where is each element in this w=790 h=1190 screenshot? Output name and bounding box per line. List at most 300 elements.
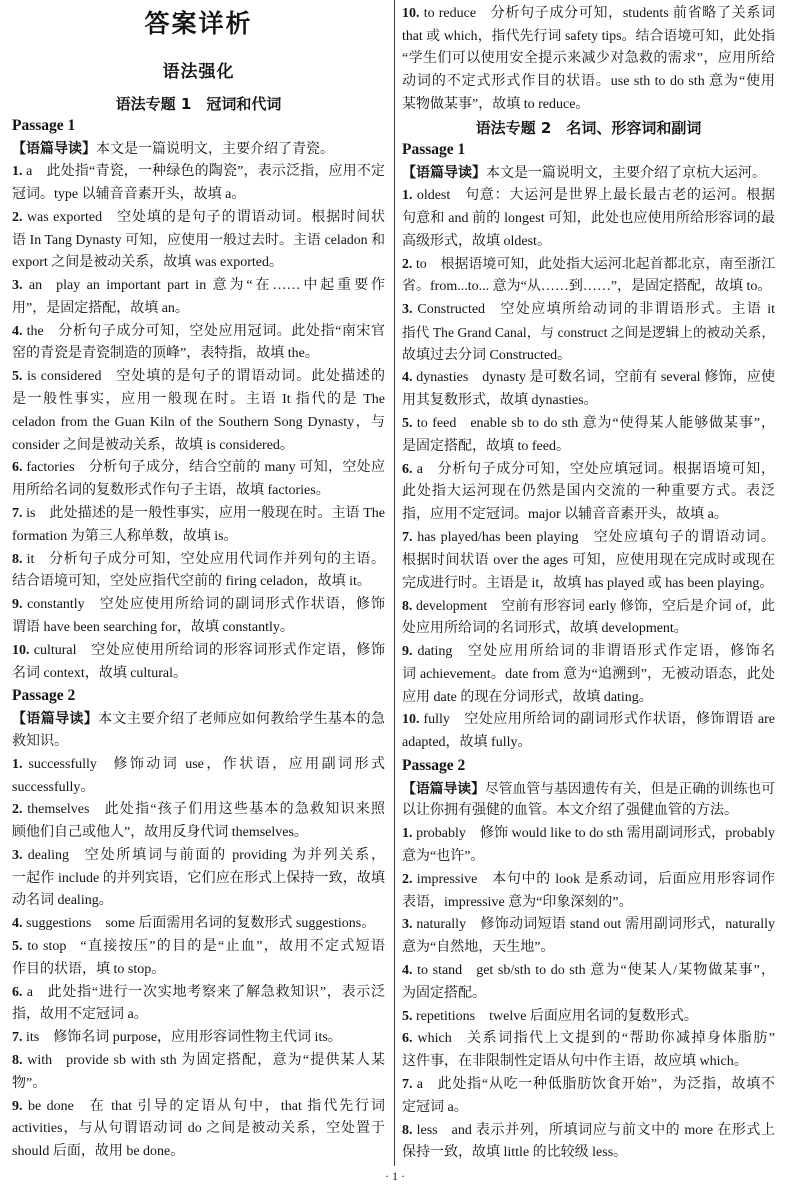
text-line <box>402 276 775 299</box>
item-explanation: 修饰动词短语 stand out 需用副词形式，naturally <box>480 917 775 933</box>
text-line <box>12 754 385 777</box>
item-answer: has played/has been playing <box>417 529 579 545</box>
answer-item <box>12 503 385 549</box>
item-answer: probably <box>416 826 466 842</box>
text-line <box>12 777 385 800</box>
item-answer: to <box>415 256 427 272</box>
answer-item <box>402 185 775 253</box>
answer-item <box>12 457 385 503</box>
passage-label: Passage 1 <box>402 141 466 159</box>
item-number: 2. <box>12 209 23 225</box>
text-line <box>402 162 775 185</box>
item-explanation: 结合语境可知，空处应指代空前的 firing celadon，故填 it。 <box>12 574 371 590</box>
column-divider <box>394 0 395 1166</box>
item-answer: dealing <box>27 847 70 863</box>
answer-item <box>12 1096 385 1164</box>
item-number: 8. <box>12 1053 23 1069</box>
item-answer: to stand <box>417 963 463 979</box>
item-explanation: 应用 date 的现在分词形式，故填 dating。 <box>402 689 653 705</box>
text-line <box>402 1074 775 1097</box>
answer-item <box>402 823 775 869</box>
text-line <box>402 208 775 231</box>
item-explanation: export 之间是被动关系，故填 was exported。 <box>12 255 284 271</box>
answer-item <box>402 1120 775 1166</box>
text-line <box>12 1050 385 1073</box>
item-answer: be done <box>27 1098 74 1114</box>
text-line <box>12 161 385 184</box>
item-explanation: 此处指“从吃一种低脂肪饮食开始”，为泛指，故填不 <box>436 1077 775 1093</box>
answer-item <box>402 1074 775 1120</box>
text-line <box>402 94 775 117</box>
item-answer: cultural <box>33 642 77 658</box>
text-line <box>12 480 385 503</box>
item-explanation: 谓语 have been searching for，故填 constantly。 <box>12 619 294 635</box>
item-explanation: should 后面，故用 be done。 <box>12 1144 185 1160</box>
item-number: 8. <box>402 598 413 614</box>
text-line <box>402 390 775 413</box>
text-line <box>12 1027 385 1050</box>
section-heading <box>12 93 385 116</box>
item-number: 1. <box>402 826 413 842</box>
answer-item <box>402 1028 775 1074</box>
text-line <box>12 526 385 549</box>
item-number: 1. <box>402 187 413 203</box>
answer-item <box>402 253 775 299</box>
text-line <box>12 275 385 298</box>
item-explanation: 在 that 引导的定语从句中，that 指代先行词 <box>87 1098 385 1114</box>
item-explanation: 定冠词 a。 <box>402 1099 468 1115</box>
item-number: 1. <box>12 163 23 179</box>
item-explanation: provide sb with sth 为固定搭配，意为“提供某人某 <box>66 1053 385 1069</box>
item-explanation: 指，应用不定冠词。major 以辅音音素开头，故填 a。 <box>402 507 728 523</box>
text-line <box>402 937 775 960</box>
item-explanation: formation 为第三人称单数，故填 is。 <box>12 528 238 544</box>
intro-tag: 【语篇导读】 <box>402 780 485 797</box>
item-explanation: play an important part in 意为“在……中起重要作 <box>56 277 385 293</box>
item-explanation: 表语，impressive 意为“印象深刻的”。 <box>402 894 633 910</box>
text-line <box>402 823 775 846</box>
item-explanation: 处应用所给词的名词形式，故填 development。 <box>402 621 688 637</box>
item-number: 4. <box>402 370 413 386</box>
text-line <box>402 1051 775 1074</box>
item-explanation: 用所给名词的复数形式作句子主语，故填 factories。 <box>12 483 330 499</box>
item-number: 7. <box>12 1030 23 1046</box>
answer-item <box>402 3 775 117</box>
item-number: 5. <box>402 415 413 431</box>
item-explanation: 根据语境可知，此处指大运河北起首都北京，南至浙江 <box>440 256 775 272</box>
item-answer: which <box>417 1031 452 1047</box>
item-answer: its <box>26 1030 40 1046</box>
item-explanation: 此处指“进行一次实地考察来了解急救知识”，表示泛 <box>46 984 385 1000</box>
item-explanation: 完成进行时。主语是 it，故填 has played 或 has been playing。 <box>402 575 774 591</box>
item-answer: dating <box>417 643 453 659</box>
item-explanation: 省。from...to... 意为“从……到……”，是固定搭配，故填 to。 <box>402 279 772 295</box>
text-line <box>402 983 775 1006</box>
text-line <box>12 663 385 686</box>
section-label: 语法专题 1 <box>115 94 192 113</box>
item-number: 6. <box>12 460 23 476</box>
text-line <box>12 457 385 480</box>
text-line <box>402 641 775 664</box>
text-line <box>402 253 775 276</box>
item-answer: is <box>26 505 36 521</box>
item-explanation: consider 之间是被动关系，故填 is considered。 <box>12 437 294 453</box>
text-line <box>402 869 775 892</box>
item-answer: a <box>416 461 423 477</box>
item-explanation: some 后面需用名词的复数形式 suggestions。 <box>105 916 376 932</box>
item-explanation: 为固定搭配。 <box>402 985 486 1001</box>
answer-item <box>402 960 775 1006</box>
item-explanation: 空处所填词与前面的 providing 为并列关系， <box>83 847 385 863</box>
answer-item <box>12 549 385 595</box>
answer-item <box>402 914 775 960</box>
item-number: 4. <box>12 323 23 339</box>
text-line <box>402 231 775 254</box>
passage-label: Passage 2 <box>12 687 76 705</box>
answer-item <box>12 936 385 982</box>
text-line <box>12 343 385 366</box>
intro-text: 以让你拥有强健的血管。本文介绍了强健血管的方法。 <box>402 803 738 819</box>
item-answer: the <box>26 323 44 339</box>
item-number: 5. <box>12 939 23 955</box>
item-explanation: 分析句子成分可知，students 前省略了关系词 <box>490 5 775 21</box>
item-number: 8. <box>12 551 23 567</box>
item-explanation: 意为“自然地，天生地”。 <box>402 940 555 956</box>
item-explanation: 窑的青瓷是青瓷制造的顶峰”，表特指，故填 the。 <box>12 346 319 362</box>
item-explanation: 故填过去分词 Constructed。 <box>402 347 572 363</box>
item-explanation: 分析句子成分可知，空处应用代词作并列句的主语。 <box>48 551 385 567</box>
text-line <box>402 71 775 94</box>
section-label: 语法专题 2 <box>475 118 552 137</box>
item-answer: less <box>416 1122 438 1138</box>
item-number: 9. <box>402 643 413 659</box>
item-explanation: “直接按压”的目的是“止血”，故用不定式短语 <box>80 939 385 955</box>
text-line <box>12 640 385 663</box>
text-line <box>12 799 385 822</box>
item-number: 4. <box>402 963 413 979</box>
item-explanation: 意为“也许”。 <box>402 849 485 865</box>
item-explanation: 这件事，在非限制性定语从句中作主语，故应填 which。 <box>402 1054 748 1070</box>
item-explanation: 句意：大运河是世界上最长最古老的运河。根据 <box>464 187 775 203</box>
answer-item <box>12 207 385 275</box>
item-explanation: successfully。 <box>12 779 95 795</box>
text-line <box>12 366 385 389</box>
item-answer: impressive <box>416 871 478 887</box>
item-answer: to feed <box>416 415 457 431</box>
answer-item <box>12 1027 385 1050</box>
item-answer: constantly <box>27 597 85 613</box>
intro-text: 尽管血管与基因遗传有关，但是正确的训练也可 <box>484 780 775 796</box>
text-line <box>12 1141 385 1164</box>
text-line <box>12 982 385 1005</box>
text-line <box>402 322 775 345</box>
answer-item <box>402 595 775 641</box>
section-heading <box>402 117 775 140</box>
item-answer: to reduce <box>423 5 477 21</box>
item-explanation: 语 In Tang Dynasty 可知，应使用一般过去时。主语 celadon 和 <box>12 232 385 248</box>
text-line <box>12 252 385 275</box>
passage-label: Passage 2 <box>402 756 466 774</box>
text-line <box>12 731 385 754</box>
answer-item <box>12 1050 385 1096</box>
item-explanation: that 或 which，指代先行词 safety tips。结合语境可知，此处指 <box>402 28 775 44</box>
item-explanation: 顾他们自己或他人”，故用反身代词 themselves。 <box>12 825 308 841</box>
item-explanation: 分析句子成分可知，空处应用冠词。此处指“南宋官 <box>57 323 385 339</box>
item-explanation: 修饰动词 use，作状语，应用副词形式 <box>110 756 385 772</box>
answer-item <box>12 913 385 936</box>
text-line <box>12 936 385 959</box>
text-line <box>402 413 775 436</box>
text-line <box>402 778 775 801</box>
text-line <box>12 617 385 640</box>
text-line <box>402 185 775 208</box>
item-answer: a <box>416 1077 423 1093</box>
item-explanation: 空处填的是句子的谓语动词。根据时间状 <box>116 209 385 225</box>
item-answer: an <box>28 277 43 293</box>
passage-intro <box>402 162 775 185</box>
text-line <box>402 481 775 504</box>
item-number: 6. <box>402 461 413 477</box>
item-answer: to stop <box>27 939 67 955</box>
text-line <box>402 367 775 390</box>
text-line <box>12 913 385 936</box>
text-line <box>12 822 385 845</box>
text-line <box>12 890 385 913</box>
item-answer: development <box>416 598 488 614</box>
text-line <box>402 846 775 869</box>
text-line <box>402 960 775 983</box>
item-answer: Constructed <box>417 301 486 317</box>
item-explanation: 分析句子成分可知，空处应填冠词。根据语境可知， <box>436 461 775 477</box>
text-line <box>402 459 775 482</box>
item-explanation: 一起作 include 的并列宾语，它们应在形式上保持一致，故填 <box>12 870 385 886</box>
item-answer: naturally <box>416 917 467 933</box>
item-number: 7. <box>402 1077 413 1093</box>
item-number: 3. <box>12 277 23 293</box>
text-line <box>12 435 385 458</box>
text-line <box>12 207 385 230</box>
text-line <box>402 1120 775 1143</box>
item-explanation: 词 achievement。date from 意为“追溯到”，无被动语态，此处 <box>402 666 775 682</box>
page-subtitle: 语法强化 <box>162 62 235 82</box>
item-explanation: twelve 后面应用名词的复数形式。 <box>489 1008 698 1024</box>
text-line <box>12 184 385 207</box>
item-explanation: 空处应使用所给词的副词形式作状语，修饰 <box>98 597 385 613</box>
text-line <box>12 594 385 617</box>
text-line <box>402 48 775 71</box>
item-number: 9. <box>12 1098 23 1114</box>
item-explanation: adapted，故填 fully。 <box>402 735 532 751</box>
intro-text: 本文是一篇说明文，主要介绍了京杭大运河。 <box>486 166 766 182</box>
item-answer: fully <box>423 712 450 728</box>
answer-item <box>402 641 775 709</box>
item-number: 2. <box>402 871 413 887</box>
item-explanation: 修饰 would like to do sth 需用副词形式，probably <box>479 826 775 842</box>
text-line <box>12 571 385 594</box>
item-number: 7. <box>12 505 23 521</box>
item-number: 7. <box>402 529 413 545</box>
item-explanation: 动词的不定式形式作目的状语。use sth to do sth 意为“使用 <box>402 73 775 89</box>
answer-item <box>12 640 385 686</box>
item-explanation: 是一般性事实，应用一般现在时。主语 It 指代的是 The <box>12 391 385 407</box>
item-explanation: 高级形式，故填 oldest。 <box>402 233 551 249</box>
item-explanation: and 表示并列，所填词应与前文中的 more 在形式上 <box>451 1122 775 1138</box>
answer-item <box>12 982 385 1028</box>
item-number: 3. <box>12 847 23 863</box>
item-number: 6. <box>402 1031 413 1047</box>
item-explanation: 保持一致，故填 little 的比较级 less。 <box>402 1145 628 1161</box>
text-line <box>402 345 775 368</box>
item-explanation: 是固定搭配，故填 to feed。 <box>402 438 570 454</box>
item-explanation: 物”。 <box>12 1075 47 1091</box>
item-explanation: 关系词指代上文提到的“帮助你减掉身体脂肪” <box>465 1031 775 1047</box>
item-answer: factories <box>26 460 75 476</box>
item-explanation: 空处填的是句子的谓语动词。此处描述的 <box>115 369 385 385</box>
intro-text: 本文是一篇说明文，主要介绍了青瓷。 <box>96 142 334 158</box>
answer-item <box>402 413 775 459</box>
passage-intro <box>12 138 385 161</box>
text-line <box>12 708 385 731</box>
left-column <box>12 93 385 1165</box>
item-explanation: 冠词。type 以辅音音素开头，故填 a。 <box>12 186 246 202</box>
item-number: 6. <box>12 984 23 1000</box>
item-answer: a <box>26 984 33 1000</box>
intro-tag: 【语篇导读】 <box>12 711 99 728</box>
passage-intro <box>402 778 775 824</box>
answer-item <box>12 594 385 640</box>
item-number: 3. <box>402 301 413 317</box>
passage-label: Passage 1 <box>12 117 76 135</box>
text-line <box>12 1096 385 1119</box>
item-number: 8. <box>402 1122 413 1138</box>
item-answer: dynasties <box>416 370 469 386</box>
item-explanation: 某物做某事”，故填 to reduce。 <box>402 96 590 112</box>
text-line <box>402 1028 775 1051</box>
item-number: 4. <box>12 916 23 932</box>
item-explanation: 句意和 and 前的 longest 可知，此处也应使用所给形容词的最 <box>402 210 775 226</box>
passage-intro <box>12 708 385 754</box>
item-explanation: 空处应使用所给词的形容词形式作定语，修饰 <box>90 642 385 658</box>
item-explanation: 空处应填所给动词的非谓语形式。主语 it <box>499 301 775 317</box>
item-number: 10. <box>402 5 420 21</box>
text-line <box>402 25 775 48</box>
answer-item <box>12 321 385 367</box>
answer-item <box>402 709 775 755</box>
text-line <box>402 664 775 687</box>
item-answer: repetitions <box>416 1008 476 1024</box>
item-explanation: get sb/sth to do sth 意为“使某人/某物做某事”， <box>476 963 775 979</box>
item-explanation: 用”，是固定搭配，故填 an。 <box>12 300 189 316</box>
text-line <box>12 1004 385 1027</box>
page-title: 答案详析 <box>144 9 253 38</box>
answer-item <box>402 869 775 915</box>
text-line <box>402 800 775 823</box>
text-line <box>12 549 385 572</box>
text-line <box>12 503 385 526</box>
text-line <box>402 687 775 710</box>
text-line <box>402 914 775 937</box>
item-explanation: 空前有形容词 early 修饰，空后是介词 of，此 <box>501 598 775 614</box>
text-line <box>402 732 775 755</box>
answer-item <box>12 799 385 845</box>
text-line <box>12 959 385 982</box>
right-column <box>402 3 775 1166</box>
text-line <box>402 299 775 322</box>
item-explanation: 此处描述的是一般性事实，应用一般现在时。主语 The <box>49 505 385 521</box>
item-number: 9. <box>12 597 23 613</box>
answer-item <box>12 161 385 207</box>
item-explanation: 此处指“青瓷，一种绿色的陶瓷”，表示泛指，应用不定 <box>46 163 385 179</box>
text-line <box>402 504 775 527</box>
item-explanation: 根据时间状语 over the ages 可知，应使用现在完成时或现在 <box>402 552 775 568</box>
intro-tag: 【语篇导读】 <box>402 165 486 182</box>
answer-item <box>12 275 385 321</box>
text-line <box>402 1142 775 1165</box>
item-number: 10. <box>12 642 30 658</box>
text-line <box>12 1118 385 1141</box>
text-line <box>12 868 385 891</box>
text-line <box>402 595 775 618</box>
text-line <box>402 618 775 641</box>
item-explanation: 此处指大运河现在仍然是国内交流的一种重要方式。表泛 <box>402 484 775 500</box>
item-explanation: 作目的状语，填 to stop。 <box>12 961 166 977</box>
text-line <box>402 436 775 459</box>
item-explanation: 修饰名词 purpose，应用形容词性物主代词 its。 <box>53 1030 342 1046</box>
item-explanation: activities，与从句谓语动词 do 之间是被动关系，空处置于 <box>12 1121 385 1137</box>
item-explanation: “学生们可以使用安全提示来减少对急救的需求”，应用所给 <box>402 51 775 67</box>
answer-item <box>402 1006 775 1029</box>
item-answer: oldest <box>416 187 451 203</box>
answer-item <box>402 299 775 367</box>
intro-text: 本文主要介绍了老师应如何教给学生基本的急 <box>98 712 385 728</box>
item-explanation: 用其复数形式，故填 dynasties。 <box>402 393 598 409</box>
text-line <box>402 709 775 732</box>
text-line <box>12 845 385 868</box>
item-explanation: 此处指“孩子们用这些基本的急救知识来照 <box>103 802 385 818</box>
text-line <box>12 298 385 321</box>
item-explanation: 空处应用所给词的非谓语形式作定语，修饰名 <box>466 643 775 659</box>
section-title: 冠词和代词 <box>206 94 282 113</box>
item-answer: was exported <box>26 209 103 225</box>
answer-item <box>402 459 775 527</box>
item-answer: a <box>26 163 33 179</box>
item-explanation: 本句中的 look 是系动词，后面应用形容词作 <box>491 871 775 887</box>
text-line <box>402 3 775 26</box>
item-number: 2. <box>12 802 23 818</box>
item-number: 2. <box>402 256 413 272</box>
item-explanation: enable sb to do sth 意为“使得某人能够做某事”， <box>470 415 775 431</box>
text-line <box>12 229 385 252</box>
section-title: 名词、形容词和副词 <box>566 118 702 137</box>
text-line <box>402 550 775 573</box>
item-explanation: 动名词 dealing。 <box>12 893 113 909</box>
item-explanation: 分析句子成分，结合空前的 many 可知，空处应 <box>88 460 385 476</box>
text-line <box>402 527 775 550</box>
item-number: 3. <box>402 917 413 933</box>
item-number: 10. <box>402 712 420 728</box>
answer-item <box>12 754 385 800</box>
text-line <box>12 389 385 412</box>
text-line <box>12 1073 385 1096</box>
intro-text: 救知识。 <box>12 733 68 749</box>
item-answer: themselves <box>27 802 90 818</box>
answer-item <box>12 366 385 457</box>
item-explanation: 名词 context，故填 cultural。 <box>12 665 187 681</box>
text-line <box>402 892 775 915</box>
item-number: 5. <box>12 369 23 385</box>
item-explanation: celadon from the Guan Kiln of the Southern Song Dynasty，与 <box>12 414 385 430</box>
item-explanation: dynasty 是可数名词，空前有 several 修饰，应使 <box>482 370 775 386</box>
